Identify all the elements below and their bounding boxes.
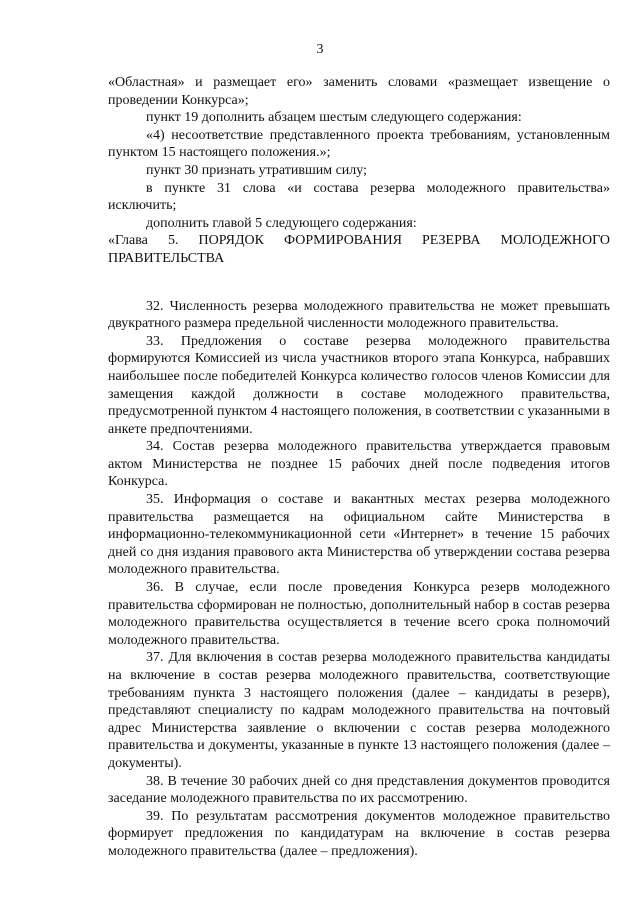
paragraph-38: 38. В течение 30 рабочих дней со дня представления документов проводится заседание молодежного правительства по их рассмотрению. (108, 773, 610, 807)
paragraph-32: 32. Численность резерва молодежного правительства не может превышать двукратного размера предельной численности молодежного правительства. (108, 298, 610, 332)
paragraph-34: 34. Состав резерва молодежного правительства утверждается правовым актом Министерства не позднее 15 рабочих дней после подведения итогов Конкурса. (108, 439, 610, 490)
paragraph-33: 33. Предложения о составе резерва молодежного правительства формируются Комиссией из числа участников второго этапа Конкурса, набравших наибольшее после победителей Конкурса количество голосов членов Комиссии для замещения каждой должности в составе молодежного правительства, предусмотренной пунктом 4 настоящего положения, в соответствии с указанными в анкете предпочтениями. (108, 333, 610, 437)
paragraph-36: 36. В случае, если после проведения Конкурса резерв молодежного правительства сформирован не полностью, дополнительный набор в состав резерва молодежного правительства осуществляется в течение всего срока полномочий молодежного правительства. (108, 580, 610, 648)
heading-spacer (108, 268, 610, 298)
paragraph-item-30: пункт 30 признать утратившим силу; (146, 162, 367, 178)
paragraph-continuation: «Областная» и размещает его» заменить словами «размещает извещение о проведении Конкурса»; (108, 75, 610, 108)
paragraph-39: 39. По результатам рассмотрения документов молодежное правительство формирует предложения по кандидатурам на включение в состав резерва молодежного правительства (далее – предложения). (108, 808, 610, 859)
paragraph-item-31: в пункте 31 слова «и состава резерва молодежного правительства» исключить; (108, 180, 610, 214)
page-number: 3 (316, 42, 324, 57)
paragraph-37: 37. Для включения в состав резерва молодежного правительства кандидаты на включение в состав резерва молодежного правительства, соответствующие требованиям пункта 3 настоящего положения (далее – кандидаты в резерв), представляют специалисту по кадрам молодежного правительства на почтовый адрес Министерства заявление о включении с состав резерва молодежного правительства и документы, указанные в пункте 13 настоящего положения (далее – документы). (108, 650, 610, 771)
paragraph-add-chapter-5: дополнить главой 5 следующего содержания: (146, 215, 417, 231)
paragraph-item-19: пункт 19 дополнить абзацем шестым следующего содержания: (146, 110, 522, 126)
paragraph-item-19-text: «4) несоответствие представленного проекта требованиям, установленным пунктом 15 настоящего положения.»; (108, 127, 610, 161)
chapter-heading: «Глава 5. ПОРЯДОК ФОРМИРОВАНИЯ РЕЗЕРВА МОЛОДЕЖНОГО ПРАВИТЕЛЬСТВА (108, 233, 610, 266)
paragraph-35: 35. Информация о составе и вакантных местах резерва молодежного правительства размещается на официальном сайте Министерства в информационно-телекоммуникационной сети «Интернет» в течение 15 рабочих дней со дня издания правового акта Министерства об утверждении состава резерва молодежного правительства. (108, 492, 610, 578)
document-body (108, 74, 610, 861)
